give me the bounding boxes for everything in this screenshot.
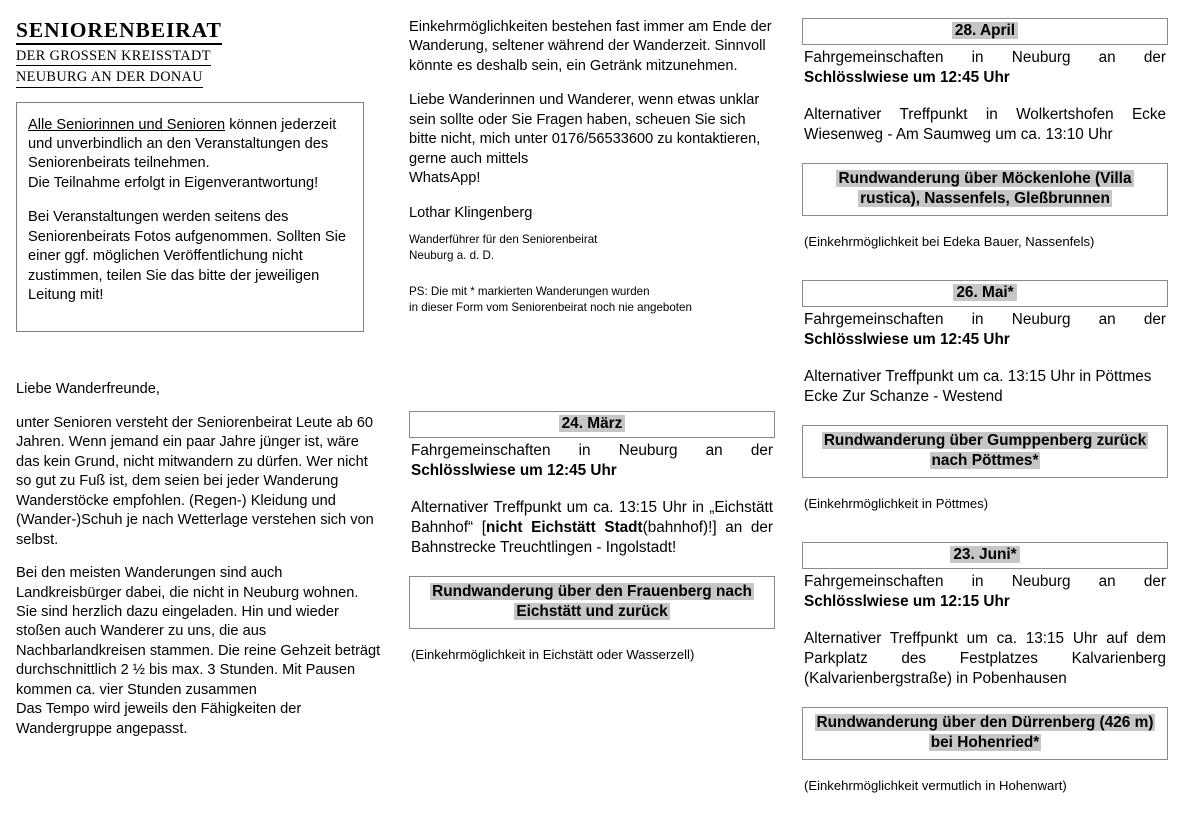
event-date-box — [802, 280, 1168, 307]
event-date-label: 26. Mai* — [953, 284, 1016, 301]
event-title-label: Rundwanderung über den Frauenberg nach Eichstätt und zurück — [432, 582, 752, 620]
event-mai — [802, 280, 1168, 512]
intro-text — [16, 380, 383, 739]
event-alt-meeting-point: Alternativer Treffpunkt um ca. 13:15 Uhr in Pöttmes Ecke Zur Schanze - Westend — [804, 367, 1152, 405]
notice-paragraph-2-main: Bei Veranstaltungen werden seitens des Seniorenbeirats Fotos aufgenommen. Sollten Sie einer ggf. möglichen Veröffentlichung nicht zustimmen, teilen Sie das bitte der jeweiligen — [28, 209, 347, 284]
notice-paragraph-2-line6: Leitung mit! — [28, 286, 104, 303]
intro-paragraph-2 — [16, 564, 383, 739]
event-date-label: 24. März — [559, 415, 626, 432]
notice-paragraph-1-rest: können jederzeit und unverbindlich an den Veranstaltungen des Seniorenbeirats teilnehmen. — [28, 116, 337, 172]
event-date-box — [802, 18, 1168, 45]
event-juni — [802, 542, 1168, 794]
event-april — [802, 18, 1168, 250]
signature-role — [409, 232, 775, 264]
event-alt-bold: nicht Eichstätt Stadt — [485, 518, 643, 536]
notice-box — [16, 102, 364, 333]
event-spacer — [802, 250, 1168, 280]
whatsapp-line: WhatsApp! — [409, 170, 481, 187]
masthead-subtitle-1: DER GROSSEN KREISSTADT — [16, 47, 211, 66]
contact-paragraph — [409, 91, 775, 188]
event-alt-meeting-point: Alternativer Treffpunkt in Wolkertshofen Ecke Wiesenweg - Am Saumweg um ca. 13:10 Uhr — [804, 105, 1166, 143]
event-meeting-point — [409, 441, 775, 481]
event-meeting-prefix: Fahrgemeinschaften in Neuburg an der — [411, 442, 773, 460]
event-einkehr-note: (Einkehrmöglichkeit bei Edeka Bauer, Nassenfels) — [804, 234, 1095, 250]
event-alt-part1: Alternativer Treffpunkt um ca. 13:15 Uhr in „Eichstätt Bahnhof“ [ — [411, 498, 773, 536]
notice-paragraph-2 — [28, 208, 351, 305]
contact-paragraph-main: Liebe Wanderinnen und Wanderer, wenn etwas unklar sein sollte oder Sie Fragen haben, scheuen Sie sich bitte nicht, mich unter 0176/56533600 zu kontaktieren, gerne auch mittels — [409, 92, 761, 167]
event-meeting-prefix: Fahrgemeinschaften in Neuburg an der — [804, 311, 1166, 329]
event-title-box — [802, 163, 1168, 217]
event-meeting-point — [802, 310, 1168, 350]
event-date-box — [409, 411, 775, 438]
masthead-title: SENIORENBEIRAT — [16, 18, 222, 45]
notice-paragraph-1-line4: Die Teilnahme erfolgt in Eigenverantwortung! — [28, 174, 319, 191]
event-title-label: Rundwanderung über Gumppenberg zurück nach Pöttmes* — [823, 431, 1147, 469]
signature-role-line2: Neuburg a. d. D. — [409, 249, 495, 263]
intro-paragraph-3: Das Tempo wird jeweils den Fähigkeiten der Wandergruppe angepasst. — [16, 701, 302, 737]
event-title-box — [802, 425, 1168, 479]
intro-paragraph-2-main: Bei den meisten Wanderungen sind auch Landkreisbürger dabei, die nicht in Neuburg wohnen. Sie sind herzlich dazu eingeladen. Hin und wieder stoßen auch Wanderer zu uns, die aus Nachbarlandkreisen stammen. Die reine Gehzeit beträgt durchschnittlich 2 ½ bis max. 3 Stunden. Mit Pausen kommen ca. vier Stunden zusammen — [16, 565, 381, 698]
event-meeting-point — [802, 48, 1168, 88]
postscript-note — [409, 284, 775, 316]
event-title-box — [802, 707, 1168, 761]
einkehr-info-paragraph: Einkehrmöglichkeiten bestehen fast immer am Ende der Wanderung, seltener während der Wanderzeit. Sinnvoll könnte es deshalb sein, ein Getränk mitzunehmen. — [409, 19, 772, 74]
event-einkehr-note: (Einkehrmöglichkeit in Eichstätt oder Wasserzell) — [411, 647, 695, 663]
event-title-label: Rundwanderung über Möckenlohe (Villa rustica), Nassenfels, Gleßbrunnen — [838, 169, 1132, 207]
event-alt-meeting-point: Alternativer Treffpunkt um ca. 13:15 Uhr auf dem Parkplatz des Festplatzes Kalvarienberg (Kalvarienbergstraße) in Pobenhausen — [804, 630, 1166, 687]
column-right — [785, 0, 1180, 834]
column2-spacer — [409, 316, 775, 411]
event-alt-meeting-point — [409, 498, 775, 558]
signature-role-line1: Wanderführer für den Seniorenbeirat — [409, 233, 598, 247]
event-title-label: Rundwanderung über den Dürrenberg (426 m) bei Hohenried* — [816, 713, 1154, 752]
column-middle — [395, 0, 785, 834]
masthead — [16, 18, 383, 88]
event-meeting-prefix: Fahrgemeinschaften in Neuburg an der — [804, 49, 1166, 66]
event-meeting-bold: Schlösslwiese um 12:45 Uhr — [804, 331, 1010, 349]
intro-greeting: Liebe Wanderfreunde, — [16, 381, 160, 398]
event-einkehr-note: (Einkehrmöglichkeit vermutlich in Hohenwart) — [804, 778, 1067, 794]
event-meeting-bold: Schlösslwiese um 12:45 Uhr — [411, 462, 617, 480]
event-meeting-prefix: Fahrgemeinschaften in Neuburg an der — [804, 573, 1166, 591]
event-meeting-bold: Schlösslwiese um 12:15 Uhr — [804, 593, 1010, 611]
notice-paragraph-1 — [28, 116, 351, 194]
notice-underlined-phrase: Alle Seniorinnen und Senioren — [28, 116, 226, 133]
column-left — [0, 0, 395, 834]
postscript-line2: in dieser Form vom Seniorenbeirat noch nie angeboten — [409, 301, 692, 315]
event-meeting-bold: Schlösslwiese um 12:45 Uhr — [804, 68, 1010, 86]
event-meeting-point — [802, 572, 1168, 612]
event-title-box — [409, 576, 775, 630]
event-einkehr-note: (Einkehrmöglichkeit in Pöttmes) — [804, 496, 989, 512]
event-alt-part2: (bahnhof)!] an der Bahnstrecke Treuchtlingen - Ingolstadt! — [411, 518, 773, 556]
event-date-box — [802, 542, 1168, 569]
masthead-subtitle-2: NEUBURG AN DER DONAU — [16, 68, 203, 87]
event-date-label: 23. Juni* — [950, 546, 1019, 563]
event-spacer — [802, 512, 1168, 542]
postscript-line1: PS: Die mit * markierten Wanderungen wurden — [409, 285, 650, 299]
intro-paragraph-1: unter Senioren versteht der Seniorenbeirat Leute ab 60 Jahren. Wenn jemand ein paar Jahre jünger ist, wäre das kein Grund, nicht mitwandern zu dürfen. Wer nicht so gut zu Fuß ist, dem seien bei jeder Wanderung Wanderstöcke empfohlen. (Regen-) Kleidung und (Wander-)Schuh je nach Wetterlage verstehen sich von selbst. — [16, 414, 374, 548]
column2-intro-text — [409, 18, 775, 316]
event-date-label: 28. April — [952, 22, 1018, 39]
signature-name: Lothar Klingenberg — [409, 204, 533, 221]
event-maerz — [409, 411, 775, 663]
